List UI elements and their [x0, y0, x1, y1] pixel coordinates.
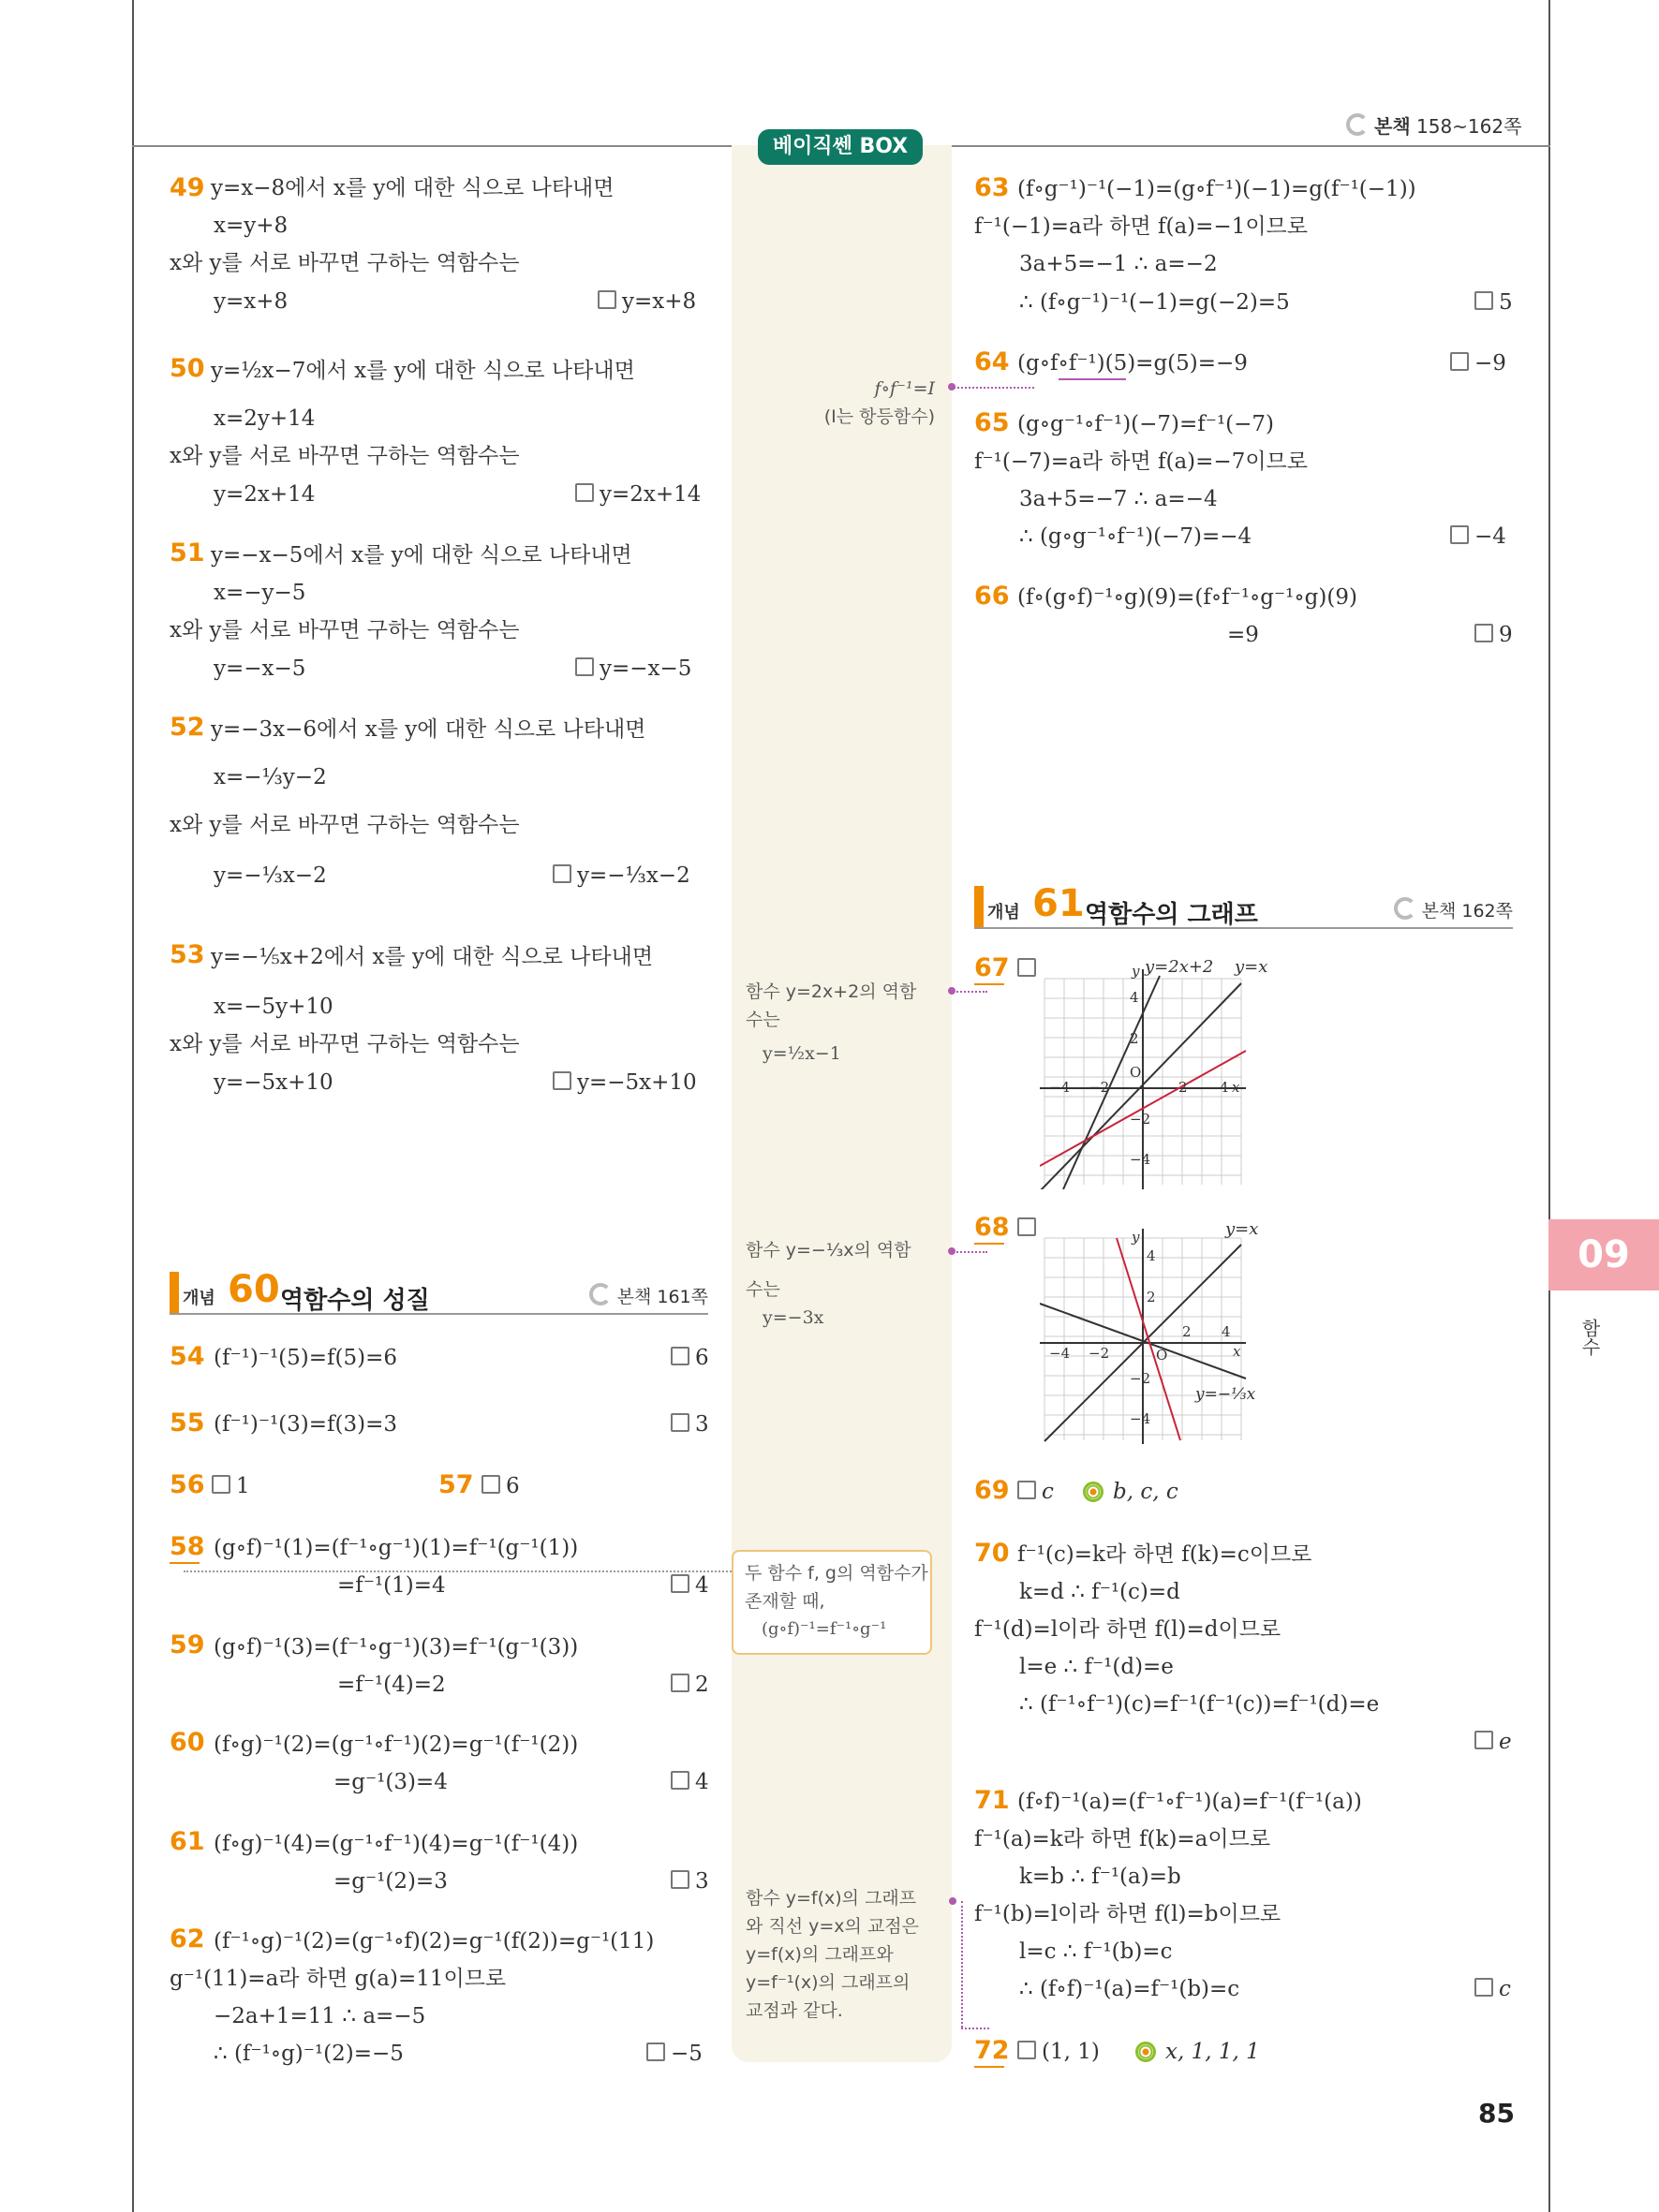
problem-number: 59 — [170, 1630, 205, 1659]
answer-mark-icon — [1450, 525, 1469, 544]
tick-label: O — [1130, 1064, 1142, 1081]
tick-label: −2 — [1130, 1370, 1151, 1387]
basic-box-title: 베이직쎈 BOX — [758, 129, 923, 165]
note-dot — [948, 987, 955, 995]
solution-line: (f⁻¹)⁻¹(3)=f(3)=3 — [214, 1412, 398, 1437]
solution-line: k=d ∴ f⁻¹(c)=d — [1019, 1580, 1180, 1604]
note-connector — [950, 991, 987, 993]
solution-line: y=−⅕x+2에서 x를 y에 대한 식으로 나타내면 — [211, 945, 654, 969]
answer-mark-icon — [598, 290, 616, 309]
answer: (1, 1) — [1017, 2038, 1100, 2066]
tick-label: −4 — [1130, 1151, 1151, 1168]
ref-icon — [589, 1283, 612, 1305]
note-line: 교점과 같다. — [746, 2000, 843, 2021]
note-line: 함수 y=2x+2의 역함 — [746, 981, 917, 1002]
solution-line: x와 y를 서로 바꾸면 구하는 역함수는 — [170, 813, 520, 837]
tick-label: x — [1233, 1343, 1241, 1360]
graph-label: y=2x+2 — [1145, 957, 1214, 977]
solution-line: f⁻¹(−7)=a라 하면 f(a)=−7이므로 — [974, 450, 1308, 474]
solution-line: y=−x−5 — [214, 656, 306, 681]
concept-ref: 본책 161쪽 — [589, 1283, 708, 1308]
tick-label: 4 — [1130, 989, 1139, 1006]
concept-tag: 개념 — [987, 903, 1020, 922]
answer: 3 — [671, 1410, 709, 1438]
answer-mark-icon — [671, 1413, 689, 1432]
solution-line: x와 y를 서로 바꾸면 구하는 역함수는 — [170, 251, 520, 275]
ref-icon — [1346, 113, 1369, 136]
solution-line: y=2x+14 — [214, 482, 316, 507]
left-margin-line — [132, 0, 134, 2212]
answer-mark — [1017, 955, 1042, 983]
note-inverse-2 — [746, 1236, 911, 1332]
solution-line: =f⁻¹(4)=2 — [337, 1673, 446, 1697]
answer: 6 — [671, 1344, 709, 1372]
chapter-tab: 09 — [1548, 1219, 1659, 1290]
answer-mark-icon — [1017, 1217, 1036, 1236]
solution-line: y=x−8에서 x를 y에 대한 식으로 나타내면 — [211, 176, 615, 200]
right-margin-line — [1548, 0, 1550, 2212]
problem-number: 56 — [170, 1470, 205, 1499]
answer-mark-icon — [671, 1870, 689, 1889]
solution-line: (f∘g)⁻¹(4)=(g⁻¹∘f⁻¹)(4)=g⁻¹(f⁻¹(4)) — [214, 1832, 579, 1856]
concept-bar — [974, 886, 984, 927]
concept-60-header — [170, 1268, 708, 1315]
answer: 1 — [212, 1472, 250, 1500]
note-line: 두 함수 f, g의 역함수가 — [745, 1563, 928, 1584]
answer: 9 — [1474, 621, 1513, 649]
answer: −9 — [1450, 349, 1506, 377]
note-connector — [950, 387, 1034, 389]
tick-label: −4 — [1049, 1079, 1071, 1096]
answer: y=−x−5 — [575, 655, 691, 683]
solution-line: x와 y를 서로 바꾸면 구하는 역함수는 — [170, 444, 520, 468]
solution-line: (f∘g)⁻¹(2)=(g⁻¹∘f⁻¹)(2)=g⁻¹(f⁻¹(2)) — [214, 1733, 579, 1757]
solution-line: (g∘f)⁻¹(3)=(f⁻¹∘g⁻¹)(3)=f⁻¹(g⁻¹(3)) — [214, 1635, 579, 1659]
problem-number: 63 — [974, 173, 1010, 202]
note-line: (I는 항등함수) — [823, 406, 935, 427]
concept-title: 역함수의 그래프 — [1085, 901, 1258, 929]
solution-line: x=−y−5 — [214, 581, 306, 605]
number-underline — [974, 983, 1004, 985]
problem-number: 53 — [170, 940, 205, 969]
solution-line: y=−⅓x−2 — [214, 863, 327, 888]
page-number: 85 — [1478, 2098, 1515, 2129]
target-icon — [1083, 1482, 1104, 1502]
answer-mark-icon — [1474, 1978, 1493, 1997]
solution-line: (f⁻¹)⁻¹(5)=f(5)=6 — [214, 1346, 398, 1370]
answer-mark-icon — [1474, 291, 1493, 310]
answer: y=−⅓x−2 — [553, 862, 690, 890]
answer-mark-icon — [212, 1475, 230, 1494]
answer-mark-icon — [553, 864, 571, 883]
answer-mark-icon — [1017, 2041, 1036, 2059]
concept-tag: 개념 — [183, 1289, 215, 1308]
tick-label: 2 — [1178, 1079, 1188, 1096]
answer: 5 — [1474, 288, 1513, 317]
solution-line: ∴ (f∘g⁻¹)⁻¹(−1)=g(−2)=5 — [1019, 290, 1290, 315]
answer-mark-icon — [575, 657, 594, 676]
solution-line: =f⁻¹(1)=4 — [337, 1573, 446, 1598]
problem-number: 69 — [974, 1476, 1010, 1505]
solution-line: f⁻¹(c)=k라 하면 f(k)=c이므로 — [1017, 1542, 1312, 1567]
tick-label: 2 — [1130, 1030, 1139, 1047]
graph-label: y=−⅓x — [1195, 1385, 1256, 1404]
answer: −4 — [1450, 523, 1506, 551]
answer-mark-icon — [671, 1347, 689, 1365]
note-line: y=½x−1 — [763, 1043, 841, 1064]
note-connector — [950, 1251, 987, 1253]
solution-line: x=y+8 — [214, 214, 289, 238]
note-dot — [948, 1247, 955, 1255]
problem-number: 71 — [974, 1786, 1010, 1815]
solution-line: y=−x−5에서 x를 y에 대한 식으로 나타내면 — [211, 543, 632, 568]
note-connector — [961, 2028, 989, 2029]
problem-number: 49 — [170, 173, 205, 202]
tick-label: 4 — [1220, 1079, 1229, 1096]
solution-line: =9 — [1227, 623, 1259, 647]
answer: −5 — [646, 2040, 703, 2068]
solution-line: (f∘f)⁻¹(a)=(f⁻¹∘f⁻¹)(a)=f⁻¹(f⁻¹(a)) — [1017, 1790, 1362, 1814]
basic-box-column — [732, 145, 952, 2062]
hint: x, 1, 1, 1 — [1135, 2038, 1260, 2066]
answer-mark-icon — [1017, 1481, 1036, 1499]
note-line: 존재할 때, — [745, 1591, 825, 1612]
note-line: 수는 — [746, 1010, 780, 1030]
tick-label: y — [1132, 963, 1140, 980]
solution-line: f⁻¹(b)=l이라 하면 f(l)=b이므로 — [974, 1902, 1281, 1926]
solution-line: k=b ∴ f⁻¹(a)=b — [1019, 1865, 1181, 1889]
answer: y=−5x+10 — [553, 1069, 697, 1097]
problem-number: 64 — [974, 347, 1010, 376]
problem-number: 58 — [170, 1532, 205, 1561]
note-line: y=f(x)의 그래프와 — [746, 1944, 894, 1965]
note-line: 수는 — [746, 1279, 780, 1300]
solution-line: (f∘g⁻¹)⁻¹(−1)=(g∘f⁻¹)(−1)=g(f⁻¹(−1)) — [1017, 177, 1416, 201]
note-line: (g∘f)⁻¹=f⁻¹∘g⁻¹ — [762, 1619, 887, 1639]
solution-line: 3a+5=−1 ∴ a=−2 — [1019, 252, 1218, 276]
problem-number: 51 — [170, 538, 205, 568]
solution-line: x=−5y+10 — [214, 995, 333, 1019]
solution-line: f⁻¹(d)=l이라 하면 f(l)=d이므로 — [974, 1617, 1281, 1642]
answer-mark-icon — [575, 483, 594, 502]
problem-number: 55 — [170, 1408, 205, 1438]
answer-mark-icon — [481, 1475, 500, 1494]
note-dot — [948, 383, 955, 391]
answer-mark-icon — [553, 1071, 571, 1090]
solution-line: y=−3x−6에서 x를 y에 대한 식으로 나타내면 — [211, 717, 646, 742]
solution-line: x와 y를 서로 바꾸면 구하는 역함수는 — [170, 618, 520, 642]
problem-number: 62 — [170, 1924, 205, 1954]
tick-label: −2 — [1089, 1345, 1110, 1362]
answer: c — [1017, 1478, 1054, 1506]
solution-line: −2a+1=11 ∴ a=−5 — [214, 2004, 426, 2028]
solution-line: ∴ (f⁻¹∘g)⁻¹(2)=−5 — [214, 2042, 404, 2066]
solution-line: x=2y+14 — [214, 406, 316, 431]
target-icon — [1135, 2042, 1156, 2062]
concept-bar — [170, 1272, 179, 1313]
solution-line: l=c ∴ f⁻¹(b)=c — [1019, 1939, 1173, 1964]
tick-label: O — [1156, 1347, 1168, 1364]
note-line: f∘f⁻¹=I — [874, 378, 935, 399]
tick-label: 2 — [1147, 1289, 1156, 1305]
tick-label: y — [1132, 1229, 1140, 1246]
hint: b, c, c — [1083, 1478, 1178, 1506]
graph-67 — [1040, 955, 1283, 1189]
chapter-label: 함수 — [1578, 1319, 1601, 1356]
answer-mark-icon — [671, 1674, 689, 1692]
note-line: 함수 y=f(x)의 그래프 — [746, 1888, 917, 1909]
tick-label: 2 — [1182, 1323, 1192, 1340]
solution-line: y=x+8 — [214, 289, 289, 314]
answer: y=x+8 — [598, 288, 696, 316]
note-line: y=f⁻¹(x)의 그래프의 — [746, 1972, 911, 1993]
note-composite-inverse — [732, 1550, 932, 1655]
solution-line: f⁻¹(a)=k라 하면 f(k)=a이므로 — [974, 1827, 1271, 1851]
problem-number: 61 — [170, 1827, 205, 1856]
answer-mark-icon — [671, 1771, 689, 1790]
answer-mark-icon — [1017, 958, 1036, 977]
graph-68 — [1040, 1219, 1283, 1444]
problem-number: 52 — [170, 713, 205, 742]
answer-mark-icon — [671, 1574, 689, 1593]
solution-line: (g∘f∘f⁻¹)(5)=g(5)=−9 — [1017, 351, 1248, 376]
tick-label: 4 — [1222, 1323, 1231, 1340]
answer: 3 — [671, 1867, 709, 1895]
problem-number: 50 — [170, 354, 205, 383]
tick-label: −4 — [1049, 1345, 1071, 1362]
concept-ref: 본책 162쪽 — [1394, 897, 1513, 922]
answer: 4 — [671, 1571, 709, 1600]
solution-line: ∴ (g∘g⁻¹∘f⁻¹)(−7)=−4 — [1019, 524, 1252, 549]
concept-title: 역함수의 성질 — [280, 1287, 430, 1315]
note-dot — [949, 1897, 956, 1905]
concept-number: 61 — [1032, 882, 1085, 925]
note-line: 함수 y=−⅓x의 역함 — [746, 1240, 911, 1261]
solution-line: ∴ (f⁻¹∘f⁻¹)(c)=f⁻¹(f⁻¹(c))=f⁻¹(d)=e — [1019, 1692, 1380, 1717]
answer-mark-icon — [1450, 352, 1469, 371]
answer: e — [1474, 1728, 1512, 1756]
tick-label: x — [1232, 1079, 1240, 1096]
answer: 4 — [671, 1768, 709, 1796]
header-ref: 본책 158~162쪽 — [1346, 111, 1521, 139]
note-line: 와 직선 y=x의 교점은 — [746, 1916, 920, 1937]
answer: y=2x+14 — [575, 480, 701, 509]
problem-number: 72 — [974, 2036, 1010, 2065]
problem-number: 66 — [974, 582, 1010, 611]
problem-number: 70 — [974, 1539, 1010, 1568]
note-line: y=−3x — [763, 1307, 824, 1328]
note-inverse-1 — [746, 978, 916, 1068]
solution-line: (g∘f)⁻¹(1)=(f⁻¹∘g⁻¹)(1)=f⁻¹(g⁻¹(1)) — [214, 1536, 579, 1560]
solution-line: y=½x−7에서 x를 y에 대한 식으로 나타내면 — [211, 359, 635, 383]
note-intersection — [746, 1884, 919, 2025]
problem-number: 67 — [974, 953, 1010, 982]
solution-line: (g∘g⁻¹∘f⁻¹)(−7)=f⁻¹(−7) — [1017, 412, 1275, 436]
solution-line: x와 y를 서로 바꾸면 구하는 역함수는 — [170, 1032, 520, 1056]
note-connector — [961, 1901, 963, 2028]
solution-line: (f∘(g∘f)⁻¹∘g)(9)=(f∘f⁻¹∘g⁻¹∘g)(9) — [1017, 585, 1357, 610]
answer-mark-icon — [646, 2042, 665, 2061]
solution-line: l=e ∴ f⁻¹(d)=e — [1019, 1655, 1174, 1679]
tick-label: −4 — [1130, 1410, 1151, 1427]
graph-label: y=x — [1225, 1219, 1259, 1239]
problem-number: 65 — [974, 408, 1010, 437]
concept-number: 60 — [228, 1268, 280, 1311]
answer-mark — [1017, 1215, 1042, 1243]
concept-61-header — [974, 882, 1513, 929]
solution-line: =g⁻¹(2)=3 — [333, 1869, 448, 1894]
problem-number: 54 — [170, 1342, 205, 1371]
ref-icon — [1394, 897, 1416, 920]
answer-mark-icon — [1474, 1731, 1493, 1749]
number-underline — [974, 1243, 1004, 1245]
problem-number: 68 — [974, 1213, 1010, 1242]
answer-mark-icon — [1474, 624, 1493, 642]
highlight-underline — [1059, 378, 1126, 380]
tick-label: 4 — [1147, 1247, 1156, 1264]
answer: 2 — [671, 1671, 709, 1699]
number-underline — [974, 2066, 1004, 2068]
solution-line: (f⁻¹∘g)⁻¹(2)=(g⁻¹∘f)(2)=g⁻¹(f(2))=g⁻¹(11) — [214, 1929, 655, 1954]
tick-label: −2 — [1130, 1111, 1151, 1128]
graph-label: y=x — [1235, 957, 1268, 977]
solution-line: f⁻¹(−1)=a라 하면 f(a)=−1이므로 — [974, 214, 1308, 239]
solution-line: g⁻¹(11)=a라 하면 g(a)=11이므로 — [170, 1967, 507, 1991]
note-identity — [749, 375, 935, 431]
number-underline — [170, 1562, 200, 1564]
note-connector — [184, 1571, 732, 1572]
solution-line: x=−⅓y−2 — [214, 765, 327, 789]
tick-label: −2 — [1089, 1079, 1110, 1096]
problem-number: 57 — [438, 1470, 474, 1499]
solution-line: =g⁻¹(3)=4 — [333, 1770, 448, 1794]
solution-line: 3a+5=−7 ∴ a=−4 — [1019, 487, 1218, 511]
problem-number: 60 — [170, 1728, 205, 1757]
solution-line: y=−5x+10 — [214, 1070, 333, 1095]
solution-line: ∴ (f∘f)⁻¹(a)=f⁻¹(b)=c — [1019, 1977, 1240, 2001]
answer: 6 — [481, 1472, 520, 1500]
answer: c — [1474, 1975, 1511, 2003]
